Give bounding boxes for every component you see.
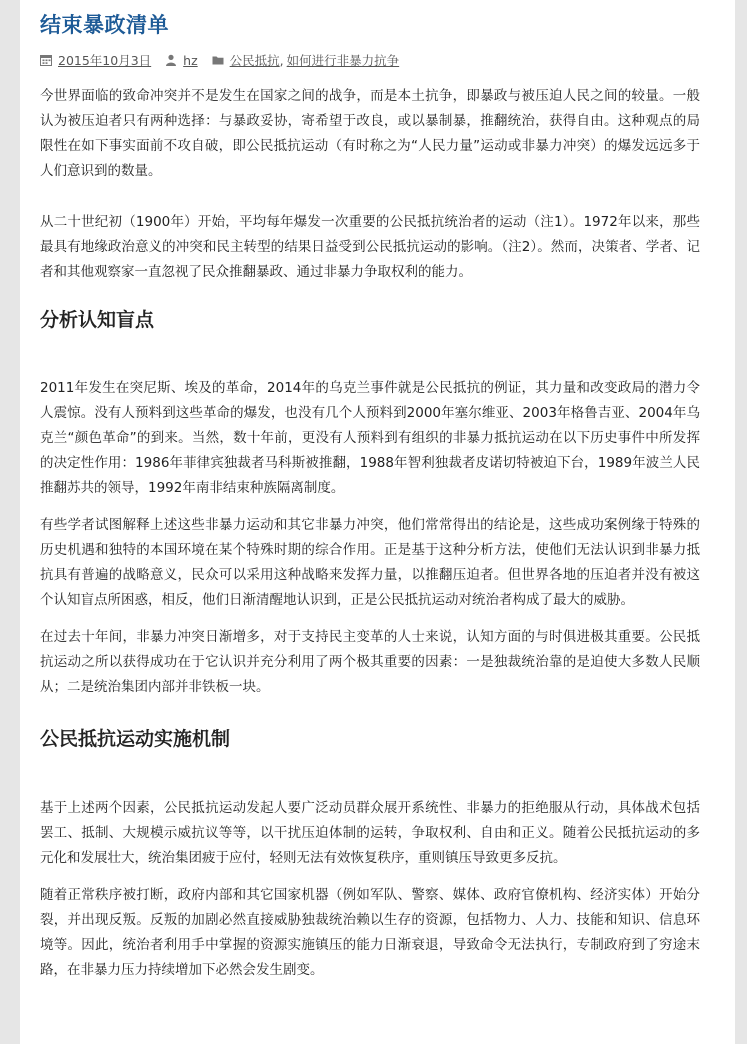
intro-paragraph-1: 今世界面临的致命冲突并不是发生在国家之间的战争，而是本土抗争，即暴政与被压迫人民之间的较量。一般认为被压迫者只有两种选择：与暴政妥协，寄希望于改良，或以暴制暴，推翻统治，获得自由。这种观点的局限性在如下事实面前不攻自破，即公民抵抗运动（有时称之为“人民力量”运动或非暴力冲突）的爆发远远多于人们意识到的数量。 [40,88,700,179]
post-author [165,53,197,68]
category-link-civil-resistance[interactable]: 公民抵抗 [229,53,280,68]
intro-paragraph-2: 从二十世纪初（1900年）开始，平均每年爆发一次重要的公民抵抗统治者的运动（注1）。1972年以来，那些最具有地缘政治意义的冲突和民主转型的结果日益受到公民抵抗运动的影响。（注2）。然而，决策者、学者、记者和其他观察家一直忽视了民众推翻暴政、通过非暴力争取权利的能力。 [40,214,700,280]
section-1-paragraph-1: 2011年发生在突尼斯、埃及的革命，2014年的乌克兰事件就是公民抵抗的例证，其力量和改变政局的潜力令人震惊。没有人预料到这些革命的爆发，也没有几个人预料到2000年塞尔维亚、2003年格鲁吉亚、2004年乌克兰“颜色革命”的到来。当然，数十年前，更没有人预料到有组织的非暴力抵抗运动在以下历史事件中所发挥的决定性作用：1986年菲律宾独裁者马科斯被推翻，1988年智利独裁者皮诺切特被迫下台，1989年波兰人民推翻苏共的领导，1992年南非结束种族隔离制度。 [40,380,700,496]
calendar-icon [40,54,52,66]
post-date [40,51,151,69]
section-2-paragraph-2: 随着正常秩序被打断，政府内部和其它国家机器（例如军队、警察、媒体、政府官僚机构、经济实体）开始分裂，并出现反叛。反叛的加剧必然直接威胁独裁统治赖以生存的资源，包括物力、人力、技能和知识、信息环境等。因此，统治者利用手中掌握的资源实施镇压的能力日渐衰退，导致命令无法执行，专制政府到了穷途末路，在非暴力压力持续增加下必然会发生剧变。 [40,887,700,978]
right-gutter [735,0,747,1044]
section-heading-blind-spot: 分析认知盲点 [40,309,155,331]
post-title[interactable]: 结束暴政清单 [40,13,169,37]
post-categories [212,51,400,69]
date-link[interactable]: 2015年10月3日 [58,53,152,68]
section-1-paragraph-3: 在过去十年间，非暴力冲突日渐增多，对于支持民主变革的人士来说，认知方面的与时俱进极其重要。公民抵抗运动之所以获得成功在于它认识并充分利用了两个极其重要的因素：一是独裁统治靠的是迫使大多数人民顺从；二是统治集团内部并非铁板一块。 [40,629,700,695]
post-article [40,6,700,983]
section-heading-mechanism: 公民抵抗运动实施机制 [40,728,231,750]
author-link[interactable]: hz [183,52,198,68]
person-icon [165,54,177,66]
section-2-paragraph-1: 基于上述两个因素，公民抵抗运动发起人要广泛动员群众展开系统性、非暴力的拒绝服从行动，具体战术包括罢工、抵制、大规模示威抗议等等，以干扰压迫体制的运转，争取权利、自由和正义。随着公民抵抗运动的多元化和发展壮大，统治集团疲于应付，轻则无法有效恢复秩序，重则镇压导致更多反抗。 [40,800,700,866]
left-gutter [0,0,20,1044]
category-separator: , [279,52,284,68]
category-link-nonviolent-struggle[interactable]: 如何进行非暴力抗争 [286,53,400,68]
folder-icon [212,54,224,66]
post-meta [40,48,700,72]
section-1-paragraph-2: 有些学者试图解释上述这些非暴力运动和其它非暴力冲突，他们常常得出的结论是，这些成功案例缘于特殊的历史机遇和独特的本国环境在某个特殊时期的综合作用。正是基于这种分析方法，使他们无法认识到非暴力抵抗具有普遍的战略意义，民众可以采用这种战略来发挥力量，以推翻压迫者。但世界各地的压迫者并没有被这个认知盲点所困惑，相反，他们日渐清醒地认识到，正是公民抵抗运动对统治者构成了最大的威胁。 [40,517,700,608]
